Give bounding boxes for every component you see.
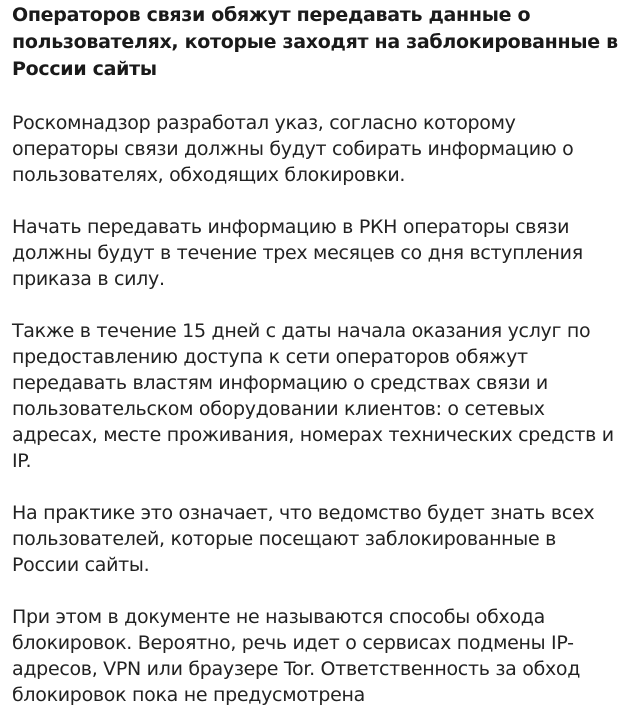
spacer xyxy=(12,188,621,214)
spacer xyxy=(12,292,621,318)
spacer xyxy=(12,474,621,500)
spacer xyxy=(12,83,621,110)
paragraph-2: Начать передавать информацию в РКН операторы связи должны будут в течение трех месяцев со дня вступления приказа в силу. xyxy=(12,216,583,290)
spacer xyxy=(12,578,621,604)
paragraph-1: Роскомнадзор разработал указ, согласно которому операторы связи должны будут собирать информацию о пользователях, обходящих блокировки. xyxy=(12,112,574,186)
paragraph-3: Также в течение 15 дней с даты начала оказания услуг по предоставлению доступа к сети операторов обяжут передавать властям информацию о средствах связи и пользовательском оборудовании клиентов: о сетевых адресах, месте проживания, номерах технических средств и IP. xyxy=(12,320,614,472)
paragraph-4: На практике это означает, что ведомство будет знать всех пользователей, которые посещают заблокированные в России сайты. xyxy=(12,502,595,576)
post-title: Операторов связи обяжут передавать данные о пользователях, которые заходят на заблокированные в России сайты xyxy=(12,4,618,80)
paragraph-5: При этом в документе не называются способы обхода блокировок. Вероятно, речь идет о сервисах подмены IP-адресов, VPN или браузере Tor. Ответственность за обход блокировок пока не предусмотрена xyxy=(12,606,581,706)
